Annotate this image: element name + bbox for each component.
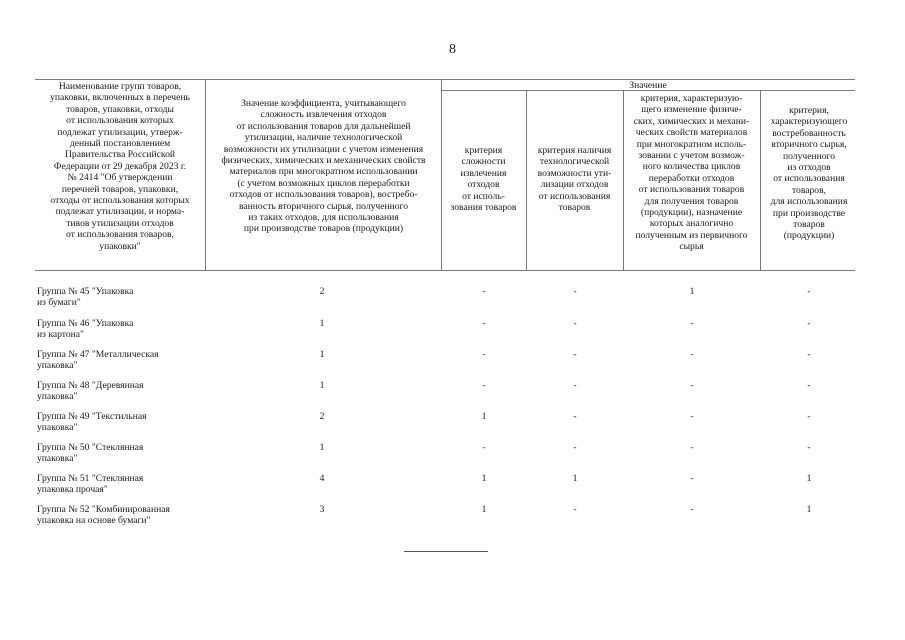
criterion-3-value: - bbox=[690, 349, 694, 360]
table-row bbox=[0, 442, 905, 470]
criterion-4-value: - bbox=[807, 349, 811, 360]
criterion-2-value: - bbox=[573, 442, 577, 453]
coefficient-value: 2 bbox=[319, 411, 325, 422]
page-number: 8 bbox=[449, 42, 456, 57]
table-row bbox=[0, 411, 905, 439]
group-name: Группа № 48 "Деревянная упаковка" bbox=[37, 380, 144, 403]
footnote-separator bbox=[404, 551, 488, 552]
table-row bbox=[0, 504, 905, 532]
coefficient-value: 2 bbox=[319, 286, 325, 297]
criterion-3-value: - bbox=[690, 411, 694, 422]
header-criterion-technology: критерия наличия технологической возможности ути- лизации отходов от использования товаров bbox=[537, 145, 612, 214]
criterion-2-value: - bbox=[573, 504, 577, 515]
header-criterion-properties: критерия, характеризую- щего изменение физиче- ских, химических и механи- ческих свойств материалов при многократном исполь- зовании с учетом возмож- ного количества циклов переработки отходов от использования товаров для получения товаров (продукции), назначение которых аналогично полученным из первичного сырья bbox=[633, 93, 750, 253]
criterion-4-value: - bbox=[807, 286, 811, 297]
criterion-3-value: - bbox=[690, 473, 694, 484]
criterion-3-value: - bbox=[690, 504, 694, 515]
criterion-2-value: - bbox=[573, 318, 577, 329]
header-criterion-extraction: критерия сложности извлечения отходов от исполь- зования товаров bbox=[450, 145, 517, 214]
coefficient-value: 1 bbox=[319, 318, 325, 329]
criterion-1-value: - bbox=[482, 318, 486, 329]
table-row bbox=[0, 349, 905, 377]
criterion-2-value: - bbox=[573, 349, 577, 360]
criterion-4-value: - bbox=[807, 380, 811, 391]
criterion-2-value: 1 bbox=[572, 473, 578, 484]
header-value-group: Значение bbox=[629, 80, 667, 91]
criterion-4-value: 1 bbox=[806, 473, 812, 484]
table-row bbox=[0, 286, 905, 314]
criterion-4-value: - bbox=[807, 318, 811, 329]
criterion-1-value: 1 bbox=[481, 473, 487, 484]
criterion-4-value: 1 bbox=[806, 504, 812, 515]
coefficient-value: 1 bbox=[319, 442, 325, 453]
criterion-2-value: - bbox=[573, 380, 577, 391]
group-name: Группа № 45 "Упаковка из бумаги" bbox=[37, 286, 134, 309]
coefficient-value: 4 bbox=[319, 473, 325, 484]
group-name: Группа № 49 "Текстильная упаковка" bbox=[37, 411, 147, 434]
criterion-1-value: - bbox=[482, 442, 486, 453]
header-group-names: Наименование групп товаров, упаковки, включенных в перечень товаров, упаковки, отходы от использования которых подлежат утилизации, утверж- денный постановлением Правительства Российской Федерации от 29 декабря 2023 г. № 2414 "Об утверждении перечней товаров, упаковки, отходы от использования которых подлежат утилизации, и норма- тивов утилизации отходов от использования товаров, упаковки" bbox=[50, 81, 190, 252]
group-name: Группа № 51 "Стеклянная упаковка прочая" bbox=[37, 473, 144, 496]
criterion-3-value: - bbox=[690, 442, 694, 453]
header-bottom-rule bbox=[35, 270, 855, 271]
table-row bbox=[0, 380, 905, 408]
table-row bbox=[0, 473, 905, 501]
criterion-2-value: - bbox=[573, 286, 577, 297]
criterion-2-value: - bbox=[573, 411, 577, 422]
criterion-3-value: - bbox=[690, 380, 694, 391]
criterion-1-value: - bbox=[482, 286, 486, 297]
criterion-1-value: 1 bbox=[481, 411, 487, 422]
criterion-1-value: - bbox=[482, 349, 486, 360]
criterion-4-value: - bbox=[807, 442, 811, 453]
table-row bbox=[0, 318, 905, 346]
group-name: Группа № 47 "Металлическая упаковка" bbox=[37, 349, 159, 372]
criterion-4-value: - bbox=[807, 411, 811, 422]
criterion-1-value: 1 bbox=[481, 504, 487, 515]
criterion-1-value: - bbox=[482, 380, 486, 391]
header-coefficient: Значение коэффициента, учитывающего сложность извлечения отходов от использования товаров для дальнейшей утилизации, наличие технологической возможности их утилизации с учетом изменения физических, химических и механических свойств материалов при многократном использовании (с учетом возможных циклов переработки отходов от использования товаров), востребо- ванность вторичного сырья, полученного из таких отходов, для использования при производстве товаров (продукции) bbox=[221, 98, 426, 235]
criterion-3-value: - bbox=[690, 318, 694, 329]
group-name: Группа № 50 "Стеклянная упаковка" bbox=[37, 442, 144, 465]
coefficient-value: 3 bbox=[319, 504, 325, 515]
group-name: Группа № 46 "Упаковка из картона" bbox=[37, 318, 134, 341]
header-criterion-demand: критерия, характеризующего востребованность вторичного сырья, полученного из отходов от использования товаров, для использования при производстве товаров (продукции) bbox=[770, 105, 848, 242]
coefficient-value: 1 bbox=[319, 349, 325, 360]
criterion-3-value: 1 bbox=[689, 286, 695, 297]
group-name: Группа № 52 "Комбинированная упаковка на основе бумаги" bbox=[37, 504, 170, 527]
coefficient-value: 1 bbox=[319, 380, 325, 391]
